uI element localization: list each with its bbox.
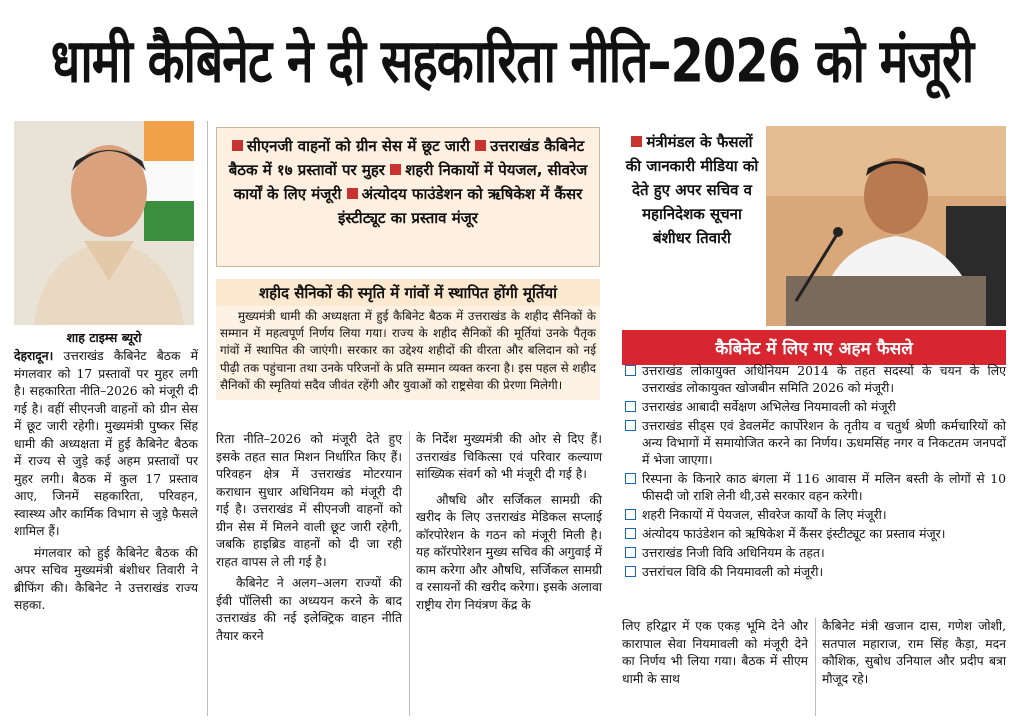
checkbox-icon: [625, 566, 636, 577]
subhead: शहीद सैनिकों की स्मृति में गांवों में स्थापित होंगी मूर्तियां: [216, 279, 600, 307]
decision-item: उत्तराखंड लोकायुक्त अधिनियम 2014 के तहत सदस्यों के चयन के लिए उत्तराखंड लोकायुक्त खोजबीन समिति 2026 को मंजूरी।: [622, 362, 1006, 396]
column-divider: [815, 618, 816, 716]
red-square-icon: [475, 140, 486, 151]
checkbox-icon: [625, 547, 636, 558]
cm-photo: [14, 121, 194, 325]
column-5: [822, 618, 1006, 692]
column-divider: [409, 431, 410, 716]
decisions-box: [622, 362, 1006, 582]
checkbox-icon: [625, 401, 636, 412]
highlight-1: सीएनजी वाहनों को ग्रीन सेस में छूट जारी: [232, 137, 470, 155]
decision-item: उत्तरांचल विवि की नियमावली को मंजूरी।: [622, 563, 1006, 580]
checkbox-icon: [625, 365, 636, 376]
photo-caption: मंत्रीमंडल के फैसलों की जानकारी मीडिया को देते हुए अपर सचिव व महानिदेशक सूचना बंशीधर तिवारी: [622, 130, 762, 250]
col2-paragraph-1: रिता नीति–2026 को मंजूरी देते हुए इसके तहत सात मिशन निर्धारित किए हैं। परिवहन क्षेत्र में उत्तराखंड मोटरयान कराधान सुधार अधिनियम को मंजूरी दी गई है। उत्तराखंड में सीएनजी वाहनों को ग्रीन सेस में मिलने वाली छूट जारी रहेगी, जबकि हाइब्रिड वाहनों को दी जा रही राहत वापस ले ली गई है।: [216, 432, 402, 569]
highlights-box: [216, 127, 600, 267]
column-2: [216, 431, 402, 649]
red-square-icon: [232, 140, 243, 151]
boxed-story: [216, 306, 600, 400]
highlight-2: उत्तराखंड कैबिनेट बैठक में १७ प्रस्तावों पर मुहर: [228, 137, 585, 179]
dateline: देहरादून।: [14, 348, 54, 363]
decision-item: रिस्पना के किनारे काठ बंगला में 116 आवास में मलिन बस्ती के लोगों से 10 फीसदी जो राशि लेनी थी,उसे सरकार वहन करेगी।: [622, 470, 1006, 504]
decision-item: उत्तराखंड आबादी सर्वेक्षण अभिलेख नियमावली को मंजूरी: [622, 398, 1006, 415]
column-4: [622, 618, 808, 692]
officer-portrait-image: [766, 126, 1006, 326]
column-divider: [207, 121, 208, 716]
column-1: [14, 347, 198, 619]
checkbox-icon: [625, 420, 636, 431]
col3-paragraph-2: औषधि और सर्जिकल सामग्री की खरीद के लिए उत्तराखंड मेडिकल सप्लाई कॉरपोरेशन के गठन को मंजूरी मिली है। यह कॉरपोरेशन मुख्य सचिव की अगुवाई में काम करेगा और औषधि, सर्जिकल सामग्री व रसायनों की खरीद करेगा। इसके अलावा राष्ट्रीय रोग नियंत्रण केंद्र के: [416, 492, 602, 612]
officer-photo: [766, 126, 1006, 326]
red-square-icon: [390, 164, 401, 175]
red-square-icon: [347, 188, 358, 199]
decisions-list: [622, 362, 1006, 580]
decisions-title: कैबिनेट में लिए गए अहम फैसले: [622, 330, 1006, 365]
cm-portrait-image: [14, 121, 194, 325]
col1-paragraph-2: मंगलवार को हुई कैबिनेट बैठक की अपर सचिव मुख्यमंत्री बंशीधर तिवारी ने ब्रीफिंग की। कैबिनेट ने उत्तराखंड राज्य सहका.: [14, 545, 198, 612]
column-3: [416, 431, 602, 618]
col3-paragraph-1: के निर्देश मुख्यमंत्री की ओर से दिए हैं। उत्तराखंड चिकित्सा एवं परिवार कल्याण सांख्यिक संवर्ग को भी मंजूरी दी गई है।: [416, 432, 602, 481]
highlight-4: अंत्योदय फाउंडेशन को ऋषिकेश में कैंसर इंस्टीट्यूट का प्रस्ताव मंजूर: [338, 185, 583, 227]
col1-paragraph-1: देहरादून। उत्तराखंड कैबिनेट बैठक में मंगलवार को 17 प्रस्तावों पर मुहर लगी है। सहकारिता नीति–2026 को मंजूरी दी गई है। वहीं सीएनजी वाहनों को ग्रीन सेस में छूट जारी रहेगी। मुख्यमंत्री पुष्कर सिंह धामी की अध्यक्षता में हुई कैबिनेट बैठक में राज्य से जुड़े कई अहम प्रस्तावों पर मुहर लगी। बैठक में कुल 17 प्रस्ताव आए, जिनमें सहकारिता, परिवहन, स्वास्थ्य और कार्मिक विभाग से जुड़े फैसले शामिल हैं।: [14, 348, 198, 538]
decision-item: उत्तराखंड निजी विवि अधिनियम के तहत।: [622, 544, 1006, 561]
col5-text: कैबिनेट मंत्री खजान दास, गणेश जोशी, सतपाल महाराज, राम सिंह कैड़ा, मदन कौशिक, सुबोध उनियाल और प्रदीप बत्रा मौजूद रहे।: [822, 619, 1006, 686]
checkbox-icon: [625, 473, 636, 484]
col4-text: लिए हरिद्वार में एक एकड़ भूमि देने और कारापाल सेवा नियमावली को मंजूरी देने का निर्णय भी लिया गया। बैठक में सीएम धामी के साथ: [622, 619, 808, 686]
decision-item: अंत्योदय फाउंडेशन को ऋषिकेश में कैंसर इंस्टीट्यूट का प्रस्ताव मंजूर।: [622, 525, 1006, 542]
byline: शाह टाइम्स ब्यूरो: [66, 330, 142, 345]
checkbox-icon: [625, 528, 636, 539]
decision-item: शहरी निकायों में पेयजल, सीवरेज कार्यों के लिए मंजूरी।: [622, 506, 1006, 523]
headline: [0, 0, 1024, 118]
boxed-story-text: मुख्यमंत्री धामी की अध्यक्षता में हुई कैबिनेट बैठक में उत्तराखंड के शहीद सैनिकों के सम्मान में महत्वपूर्ण निर्णय लिया गया। राज्य के शहीद सैनिकों की मूर्तियां उनके पैतृक गांवों में स्थापित की जाएंगी। सरकार का उद्देश्य शहीदों की वीरता और बलिदान को नई पीढ़ी तक पहुंचाना तथा उनके परिजनों के प्रति सम्मान व्यक्त करना है। इस पहल से शहीद सैनिकों की स्मृतियां सदैव जीवंत रहेंगी और युवाओं को राष्ट्रसेवा की प्रेरणा मिलेगी।: [220, 309, 596, 392]
checkbox-icon: [625, 509, 636, 520]
decision-item: उत्तराखंड सीड्स एवं डेवलमेंट कार्पोरेशन के तृतीय व चतुर्थ श्रेणी कर्मचारियों को अन्य विभागों में समायोजित करने का निर्णय। ऊधमसिंह नगर व निकटतम जनपदों में भेजा जाएगा।: [622, 417, 1006, 468]
highlight-3: शहरी निकायों में पेयजल, सीवरेज कार्यों के लिए मंजूरी: [233, 161, 588, 203]
red-square-icon: [631, 136, 642, 147]
col2-paragraph-2: कैबिनेट ने अलग–अलग राज्यों की ईवी पॉलिसी का अध्ययन करने के बाद उत्तराखंड की नई इलेक्ट्रिक वाहन नीति तैयार करने: [216, 576, 402, 643]
headline-text: धामी कैबिनेट ने दी सहकारिता नीति–2026 को मंजूरी: [50, 25, 974, 96]
